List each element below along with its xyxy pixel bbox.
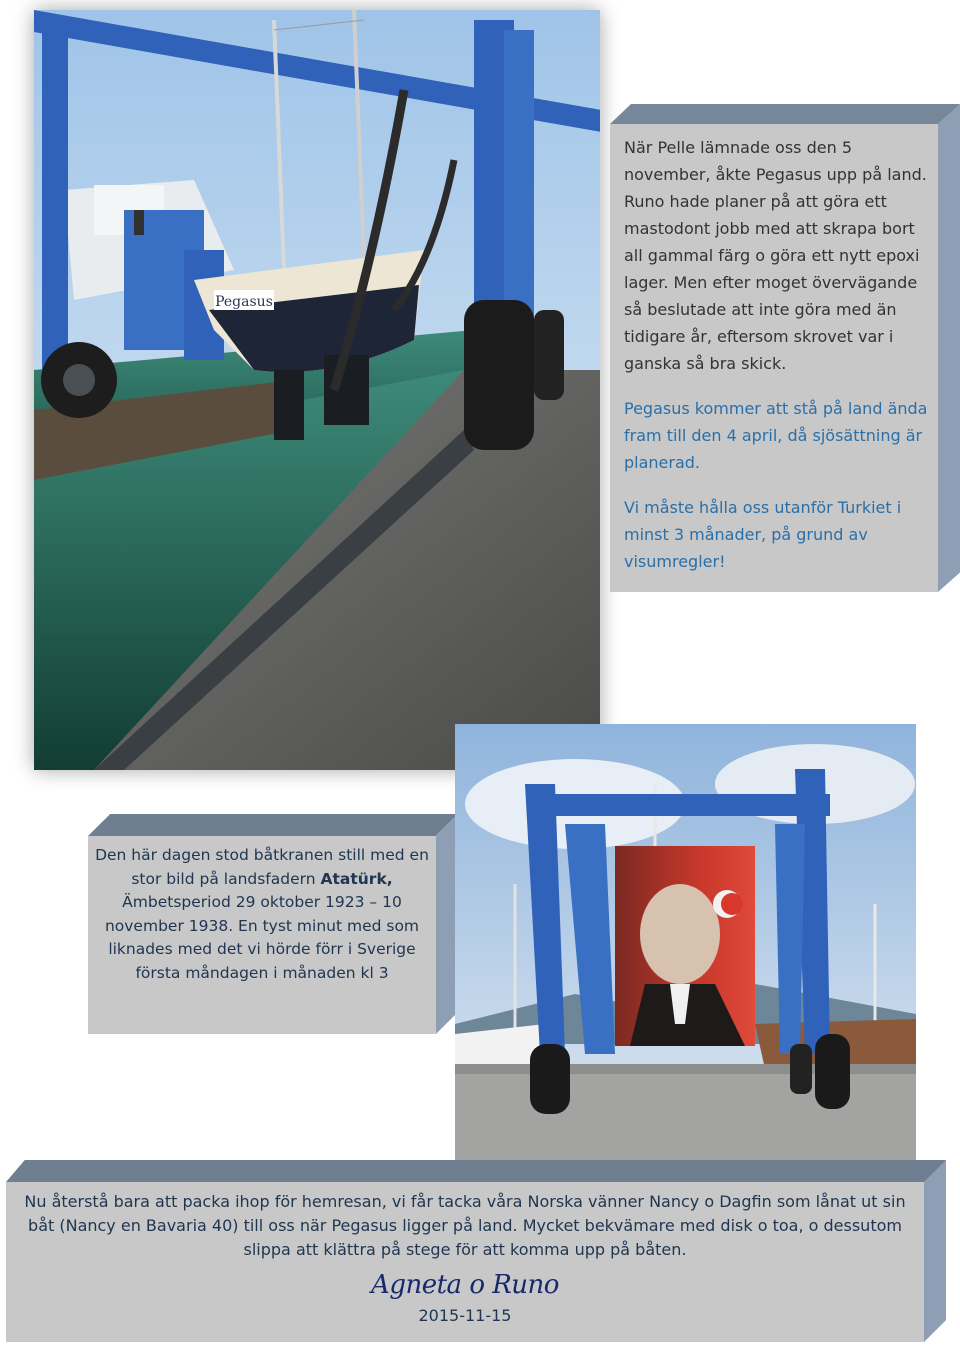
visa-paragraph: Vi måste hålla oss utanför Turkiet i minst 3 månader, på grund av visumregler! bbox=[624, 498, 902, 571]
ataturk-paragraph bbox=[94, 844, 430, 985]
ataturk-text-after: Ämbetsperiod 29 oktober 1923 – 10 november 1938. En tyst minut med som liknades med det vi hörde förr i Sverige första måndagen i månaden kl 3 bbox=[104, 893, 420, 982]
callout-top-bevel bbox=[610, 104, 960, 124]
callout-face bbox=[88, 836, 436, 1034]
portrait-banner-photo bbox=[455, 724, 916, 1160]
signature: Agneta o Runo bbox=[371, 1270, 559, 1300]
callout-face bbox=[610, 124, 938, 592]
ataturk-name: Atatürk, bbox=[320, 869, 393, 888]
callout-side-bevel bbox=[924, 1160, 946, 1342]
closing-paragraph: Nu återstå bara att packa ihop för hemresan, vi får tacka våra Norska vänner Nancy o Dagfin som lånat ut sin båt (Nancy en Bavaria 40) till oss när Pegasus ligger på land. Mycket bekvämare med disk o toa, o dessutom slippa att klättra på stege för att komma upp på båten. bbox=[24, 1192, 906, 1259]
closing-text-box bbox=[6, 1160, 946, 1342]
boat-name-label: Pegasus bbox=[215, 294, 273, 310]
callout-top-bevel bbox=[6, 1160, 946, 1182]
boat-lift-photo bbox=[34, 10, 600, 770]
launch-date-paragraph: Pegasus kommer att stå på land ända fram till den 4 april, då sjösättning är planerad. bbox=[624, 399, 928, 472]
ataturk-text-before: Den här dagen stod båtkranen still med en stor bild på landsfadern bbox=[95, 846, 429, 888]
callout-face bbox=[6, 1182, 924, 1342]
callout-top-bevel bbox=[88, 814, 458, 836]
intro-text-box bbox=[610, 104, 960, 592]
intro-paragraph: När Pelle lämnade oss den 5 november, åkte Pegasus upp på land. Runo hade planer på att göra ett mastodont jobb med att skrapa bort all gammal färg o göra ett nytt epoxi lager. Men efter moget övervägande så beslutade att inte göra med än tidigare år, eftersom skrovet var i ganska så bra skick. bbox=[624, 138, 927, 373]
callout-side-bevel bbox=[938, 104, 960, 592]
date: 2015-11-15 bbox=[418, 1306, 512, 1325]
ataturk-text-box bbox=[88, 814, 458, 1034]
